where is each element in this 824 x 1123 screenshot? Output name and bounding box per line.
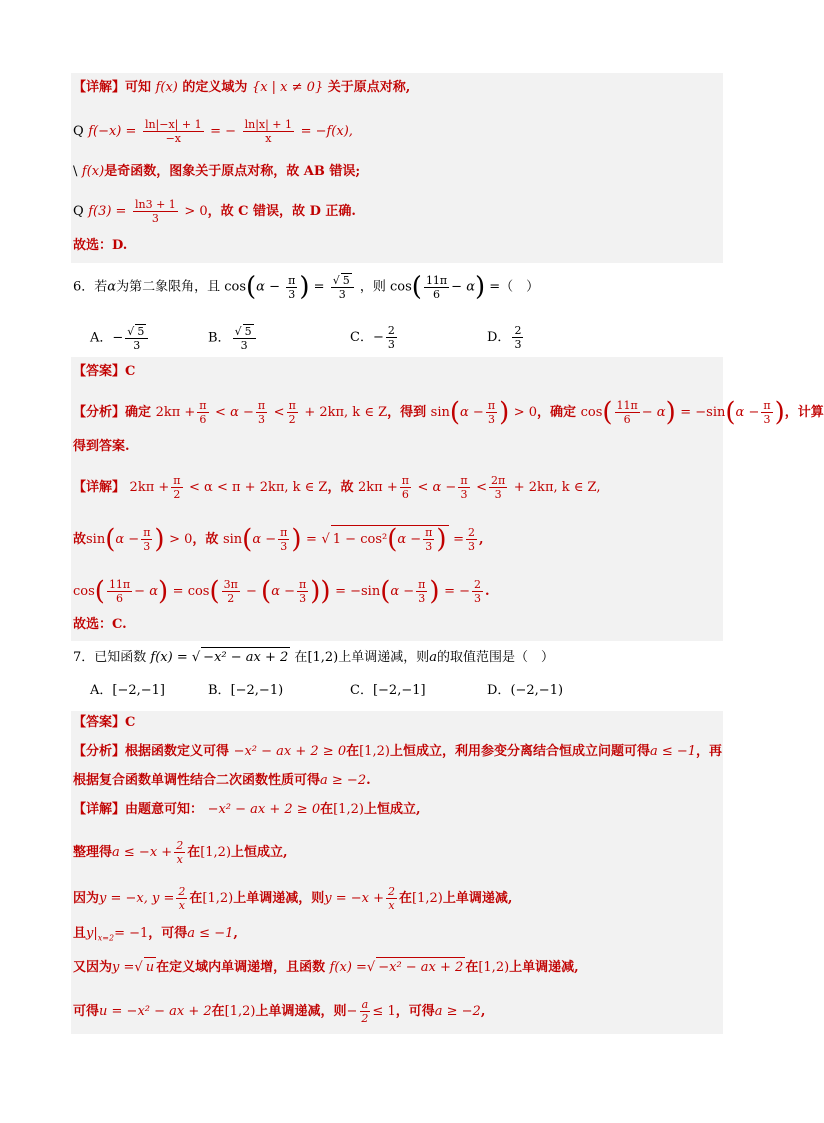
q7-detail-line-6: 可得u = −x² − ax + 2在[1,2)上单调递减，则− $\frac{a}{2}$ ≤ 1，可得a ≥ −2, bbox=[73, 998, 486, 1025]
q6-answer: 【答案】C bbox=[73, 364, 136, 379]
q6-detail-line-3: cos( $\frac{11\pi}{6}$ − α) = cos( $\frac{3\pi}{2}$ − (α − $\frac{\pi}{3}$ )) = −sin(α − $\frac{\pi}{3}$ ) = − $\frac{2}{3}$ . bbox=[73, 576, 490, 607]
q7-detail-line-3: 因为y = −x, y = $\frac{2}{x}$ 在[1,2)上单调递减，则y = −x + $\frac{2}{x}$ 在[1,2)上单调递减, bbox=[73, 885, 513, 912]
q7-detail-line-5: 又因为y =√ u 在定义域内单调递增，且函数 f(x) =√ −x² − ax + 2 在[1,2)上单调递减, bbox=[73, 957, 724, 978]
q5-detail-line-2: Q f(−x) = $\frac{\ln|-x| + 1}{-x}$ = − $\frac{\ln|x| + 1}{x}$ = −f(x), bbox=[73, 118, 353, 145]
q7-option-c[interactable]: C．[−2,−1] bbox=[350, 683, 426, 698]
q6-analysis-line-1: 【分析】确定 2kπ + $\frac{\pi}{6}$ < α − $\frac{\pi}{3}$ < $\frac{\pi}{2}$ + 2kπ, k ∈ Z，得到 sin(α − $\frac{\pi}{3}$ ) > 0，确定 cos( $\frac{11\pi}{6}$ − α) = −sin(α − $\frac{\pi}{3}$ )，计算 bbox=[73, 397, 824, 428]
q7-analysis-line-2: 根据复合函数单调性结合二次函数性质可得a ≥ −2. bbox=[73, 773, 371, 788]
q6-option-d[interactable]: D． $\frac{2}{3}$ bbox=[487, 324, 522, 351]
q6-option-b[interactable]: B． $\frac{√ 5}{3}$ bbox=[208, 324, 258, 352]
q7-analysis-line-1: 【分析】根据函数定义可得 −x² − ax + 2 ≥ 0在[1,2)上恒成立，利用参变分离结合恒成立问题可得a ≤ −1，再 bbox=[73, 744, 723, 759]
q6-choice: 故选：C. bbox=[73, 617, 127, 632]
q7-option-a[interactable]: A．[−2,−1] bbox=[90, 683, 165, 698]
q6-option-a[interactable]: A．− $\frac{√ 5}{3}$ bbox=[90, 324, 150, 352]
q7-detail-line-2: 整理得a ≤ −x + $\frac{2}{x}$ 在[1,2)上恒成立, bbox=[73, 839, 288, 866]
q7-detail-line-4: 且$y|_{x=2}= -1$，可得a ≤ −1, bbox=[73, 926, 238, 943]
q5-detail-line-3: \ f(x)是奇函数，图象关于原点对称，故 AB 错误; bbox=[73, 164, 361, 179]
q7-option-b[interactable]: B．[−2,−1) bbox=[208, 683, 284, 698]
q6-option-c[interactable]: C．− $\frac{2}{3}$ bbox=[350, 324, 395, 351]
q6-stem: 6．若α为第二象限角，且 cos(α − $\frac{\pi}{3}$ ) = $\frac{√ 5}{3}$ ，则 cos( $\frac{11\pi}{6}$ − α) =（ ） bbox=[73, 272, 540, 302]
q5-choice: 故选：D. bbox=[73, 238, 128, 253]
q5-detail-line-4: Q f(3) = $\frac{\ln 3 + 1}{3}$ > 0，故 C 错误，故 D 正确. bbox=[73, 198, 356, 225]
q6-analysis-line-2: 得到答案. bbox=[73, 439, 130, 454]
q7-stem: 7．已知函数 f(x) = √ −x² − ax + 2 在[1,2)上单调递减，则a的取值范围是（ ） bbox=[73, 647, 724, 668]
q7-answer: 【答案】C bbox=[73, 715, 136, 730]
q6-detail-line-1: 【详解】 2kπ + $\frac{\pi}{2}$ < α < π + 2kπ, k ∈ Z，故 2kπ + $\frac{\pi}{6}$ < α − $\frac{\pi}{3}$ < $\frac{2\pi}{3}$ + 2kπ, k ∈ Z, bbox=[73, 474, 601, 501]
q5-detail-line-1: 【详解】可知 f(x) 的定义域为 {x | x ≠ 0} 关于原点对称, bbox=[73, 80, 411, 95]
q7-option-d[interactable]: D．(−2,−1) bbox=[487, 683, 564, 698]
q6-detail-line-2: 故sin(α − $\frac{\pi}{3}$ ) > 0，故 sin(α − $\frac{\pi}{3}$ ) = √ 1 − cos²(α − $\frac{\pi}{3}$ ) = $\frac{2}{3}$ , bbox=[73, 524, 484, 555]
q7-detail-line-1: 【详解】由题意可知： −x² − ax + 2 ≥ 0在[1,2)上恒成立, bbox=[73, 802, 421, 817]
